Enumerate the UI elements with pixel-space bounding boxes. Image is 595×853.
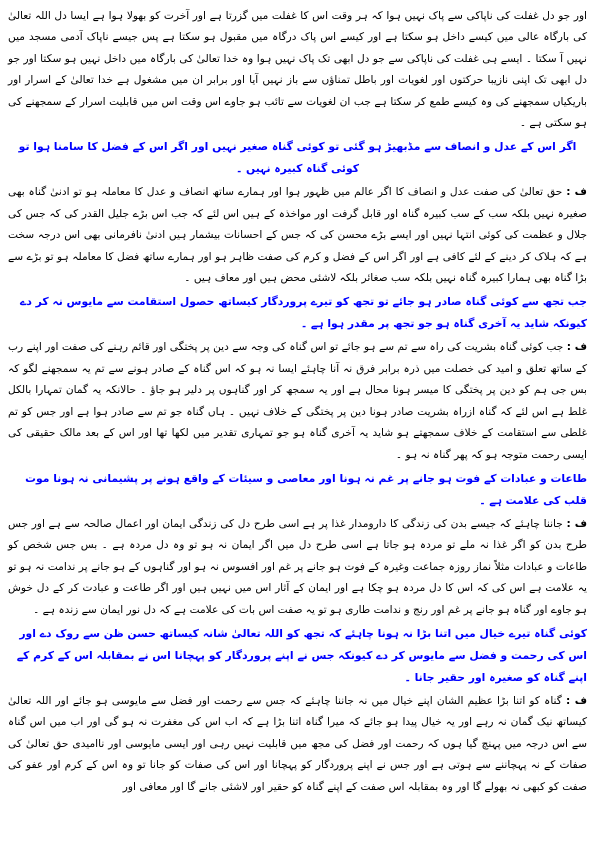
- body-paragraph: [8, 691, 587, 798]
- section-heading: کوئی گناہ تیرے خیال میں اتنا بڑا نہ ہونا چاہئے کہ تجھ کو اللہ تعالیٰ شانہ کیساتھ حسن ظن سے روک دے اور اس کی رحمت و فضل سے مایوس کر دے کیونکہ جس نے اپنے پروردگار کو پہچانا اس نے بمقابلہ اس کے کرم کے اپنے گناہ کو صغیرہ اور حقیر جانا ۔: [16, 626, 587, 684]
- paragraph-marker: ف :: [566, 341, 588, 354]
- paragraph-marker: ف :: [565, 694, 587, 707]
- paragraph-text: گناہ کو اتنا بڑا عظیم الشان اپنے خیال میں نہ جاننا چاہئے کہ جس سے رحمت اور فضل سے مایوسی ہو جائے اور اللہ تعالیٰ کیساتھ نیک گمان نہ رہے اور یہ خیال پیدا ہو جائے کہ میرا گناہ اتنا بڑا ہے کہ اب اس کی مغفرت نہ ہو گی اور اب میں اس گناہ سے اس درجہ میں پہنچ گیا ہوں کہ رحمت اور فضل کی مجھ میں قابلیت نہیں رہی اور ایسی مایوسی اور ناامیدی حق تعالیٰ کی صفات کے نہ پہچاننے سے ہوتی ہے اور جس نے اپنے پروردگار کو پہچانا اور اس کی صفات کو جانا تو وہ اس کے کرم اور عفو کی صفت کو کبھی نہ بھولے گا اور وہ بمقابلہ اس صفت کے اپنے گناہ کو حقیر اور لاشئی جانے گا اور معافی اور: [8, 694, 587, 793]
- section-heading: اگر اس کے عدل و انصاف سے مڈبھیڑ ہو گئی تو کوئی گناہ صغیر نہیں اور اگر اس کے فضل کا سامنا ہوا تو کوئی گناہ کبیرہ نہیں ۔: [18, 140, 577, 176]
- paragraph-marker: ف :: [566, 186, 587, 199]
- body-paragraph: [8, 337, 587, 465]
- paragraph-marker: ف :: [566, 517, 587, 530]
- body-paragraph: [8, 182, 587, 289]
- paragraph-text: حق تعالیٰ کی صفت عدل و انصاف کا اگر عالم میں ظہور ہوا اور ہمارے ساتھ انصاف و عدل کا معاملہ ہو تو ادنیٰ گناہ بھی صغیرہ نہیں بلکہ سب کے سب کبیرہ گناہ اور قابل گرفت اور مواخذہ کے ہیں اس لئے کہ جب اس بڑے جلیل القدر کی کہ جس کی جلال و عظمت کی کوئی انتہا نہیں اور ایسے بڑے محسن کی کہ جس کے احسانات بیشمار ہیں ادنیٰ نافرمانی بھی اس درجہ سخت ہے کہ ہلاک کر دینے کے لئے کافی ہے اور اگر اس کے فضل و کرم کی صفت ظاہر ہو اور ہمارے ساتھ فضل کا معاملہ ہو تو بڑے سے بڑا گناہ بھی ہمارا کبیرہ گناہ نہیں بلکہ سب صغائر بلکہ لاشئی محض ہیں اور معاف ہیں ۔: [8, 186, 587, 285]
- body-paragraph: [8, 6, 587, 134]
- paragraph-text: اور جو دل غفلت کی ناپاکی سے پاک نہیں ہوا کہ ہر وقت اس کا غفلت میں گزرتا ہے اور آخرت کو بھولا ہوا ہے ایسا دل اللہ تعالیٰ کی بارگاہ عالی میں کیسے داخل ہو سکتا ہے اور کیسے اس پاک درگاہ میں مقبول ہو سکتا ہے پس جیسے ناپاک آدمی مسجد میں نہیں آ سکتا ۔ ایسے ہی غفلت کی ناپاکی سے جو دل ابھی تک پاک نہیں ہوا وہ خدا تعالیٰ کی بارگاہ میں داخل نہیں ہو سکتا اور جو دل ابھی تک اپنی نازیبا حرکتوں اور لغویات اور باطل تمناؤں سے باز نہیں آیا اور برابر ان میں مشغول ہے خدا تعالیٰ کے اسرار اور باریکیاں سمجھنے کی وہ کیسے طمع کر سکتا ہے جب ان لغویات سے تائب ہو جاوے اس وقت اس میں قابلیت اسرار کے سمجھنے کی ہو سکتی ہے ۔: [8, 10, 587, 130]
- body-paragraph: [8, 514, 587, 621]
- paragraph-text: جب کوئی گناہ بشریت کی راہ سے تم سے ہو جائے تو اس گناہ کی وجہ سے دین پر پختگی اور قائم رہنے کی صفت اور اپنے رب کے ساتھ تعلق و امید کی خصلت میں ذرہ برابر فرق نہ آنا چاہئے ایسا نہ ہو کہ اس گناہ کے صادر ہونے سے تم یہ سمجھنے لگو کہ بس جی ہم کو دین پر پختگی کا میسر ہونا محال ہے اور یہ سمجھ کر اور گناہوں پر دلیر ہو جاؤ ۔ حالانکہ یہ گمان تمہارا بالکل غلط ہے اس لئے کہ گناہ ازراہ بشریت صادر ہونا دین پر پختگی کے خلاف نہیں ۔ ہاں گناہ جو تم سے صادر ہوا ہے اور جس کو تم غلطی سے استقامت کے خلاف سمجھتے ہو شاید یہ آخری گناہ ہو جو تمہاری تقدیر میں لکھا تھا اور اس کے بعد مالک حقیقی کی ایسی رحمت متوجہ ہو کہ پھر گناہ نہ ہو ۔: [8, 341, 587, 461]
- section-heading: جب تجھ سے کوئی گناہ صادر ہو جائے تو تجھ کو تیرے پروردگار کیساتھ حصول استقامت سے مایوس نہ کر دے کیونکہ شاید یہ آخری گناہ ہو جو تجھ پر مقدر ہوا ہے ۔: [20, 295, 587, 331]
- section-heading: طاعات و عبادات کے فوت ہو جانے پر غم نہ ہونا اور معاصی و سیئات کے واقع ہونے پر پشیمانی نہ ہونا موت قلب کی علامت ہے ۔: [25, 471, 587, 507]
- paragraph-text: جاننا چاہئے کہ جیسے بدن کی زندگی کا دارومدار غذا پر ہے اسی طرح دل کی زندگی ایمان اور اعمال صالحہ سے ہے اور جس طرح بدن کو اگر غذا نہ ملے تو مردہ ہو جاتا ہے اسی طرح دل میں اگر ایمان نہ ہو تو وہ دل مردہ ہے ۔ بس جس شخص کو طاعات و عبادات مثلاً نماز روزہ جماعت وغیرہ کے فوت ہو جانے پر غم اور افسوس نہ ہو اور گناہوں کے ہو جانے پر ندامت نہ ہو تو یہ علامت ہے اس کی کہ اس کا دل مردہ ہو چکا ہے اور ایمان کے آثار اس میں نہیں ہیں اور اگر طاعت و عبادت کر کے دل خوش ہو جاوے اور گناہ ہو جانے پر غم اور رنج و ندامت طاری ہو تو یہ صفت اس بات کی علامت ہے کہ دل نور ایمان سے زندہ ہے ۔: [8, 517, 587, 616]
